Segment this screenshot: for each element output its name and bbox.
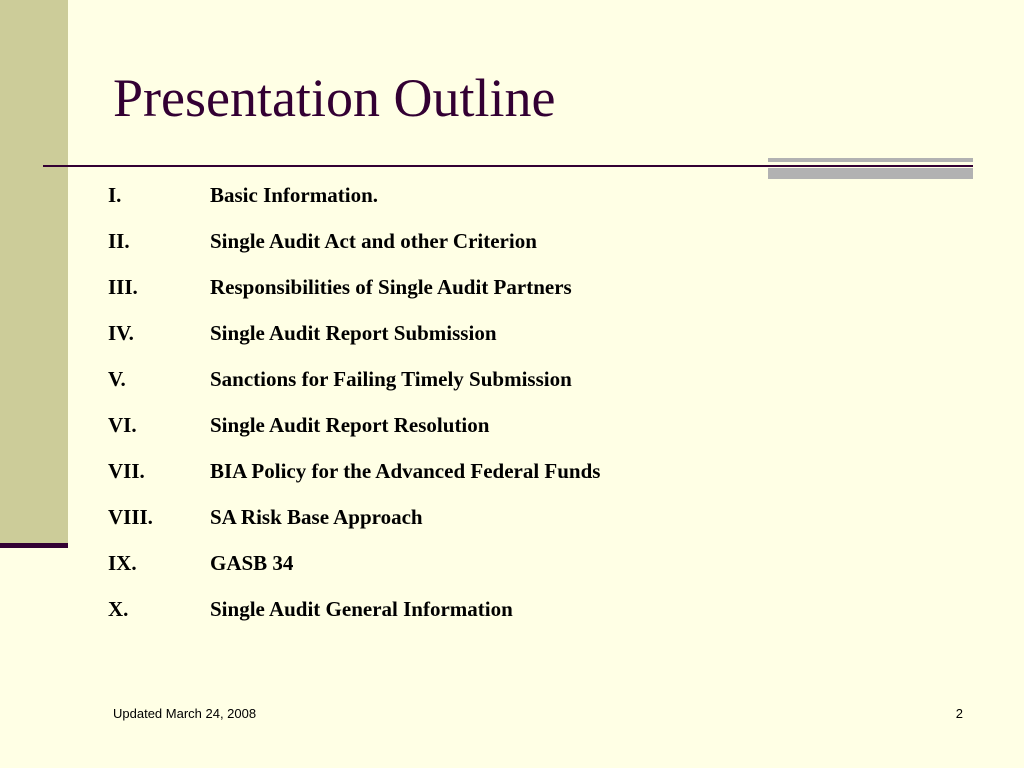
outline-numeral: II. bbox=[108, 229, 130, 253]
outline-text: Single Audit General Information bbox=[210, 597, 513, 621]
outline-numeral: IV. bbox=[108, 321, 134, 345]
outline-item bbox=[108, 226, 600, 272]
outline-text: Basic Information. bbox=[210, 183, 378, 207]
outline-text: BIA Policy for the Advanced Federal Funds bbox=[210, 459, 601, 483]
outline-text: Responsibilities of Single Audit Partners bbox=[210, 275, 572, 299]
outline-item bbox=[108, 594, 600, 640]
accent-stripe-top bbox=[768, 158, 973, 162]
outline-list bbox=[108, 180, 600, 640]
outline-numeral: X. bbox=[108, 597, 129, 621]
accent-stripe-bottom bbox=[768, 168, 973, 179]
outline-text: SA Risk Base Approach bbox=[210, 505, 423, 529]
slide-title: Presentation Outline bbox=[113, 68, 556, 128]
outline-numeral: IX. bbox=[108, 551, 137, 575]
outline-numeral: III. bbox=[108, 275, 138, 299]
left-decorative-bar bbox=[0, 0, 68, 546]
outline-item bbox=[108, 410, 600, 456]
outline-item bbox=[108, 318, 600, 364]
slide-number: 2 bbox=[955, 706, 963, 721]
outline-item bbox=[108, 272, 600, 318]
outline-item bbox=[108, 502, 600, 548]
outline-text: Single Audit Report Submission bbox=[210, 321, 497, 345]
accent-bar bbox=[768, 158, 973, 179]
outline-numeral: I. bbox=[108, 183, 122, 207]
outline-numeral: V. bbox=[108, 367, 126, 391]
outline-item bbox=[108, 548, 600, 594]
outline-numeral: VI. bbox=[108, 413, 137, 437]
outline-item bbox=[108, 456, 600, 502]
outline-text: Single Audit Act and other Criterion bbox=[210, 229, 537, 253]
outline-text: Single Audit Report Resolution bbox=[210, 413, 490, 437]
outline-text: Sanctions for Failing Timely Submission bbox=[210, 367, 572, 391]
outline-text: GASB 34 bbox=[210, 551, 294, 575]
outline-numeral: VII. bbox=[108, 459, 145, 483]
outline-item bbox=[108, 180, 600, 226]
outline-item bbox=[108, 364, 600, 410]
left-bar-underline bbox=[0, 543, 68, 548]
footer-date: Updated March 24, 2008 bbox=[113, 706, 257, 721]
outline-numeral: VIII. bbox=[108, 505, 153, 529]
